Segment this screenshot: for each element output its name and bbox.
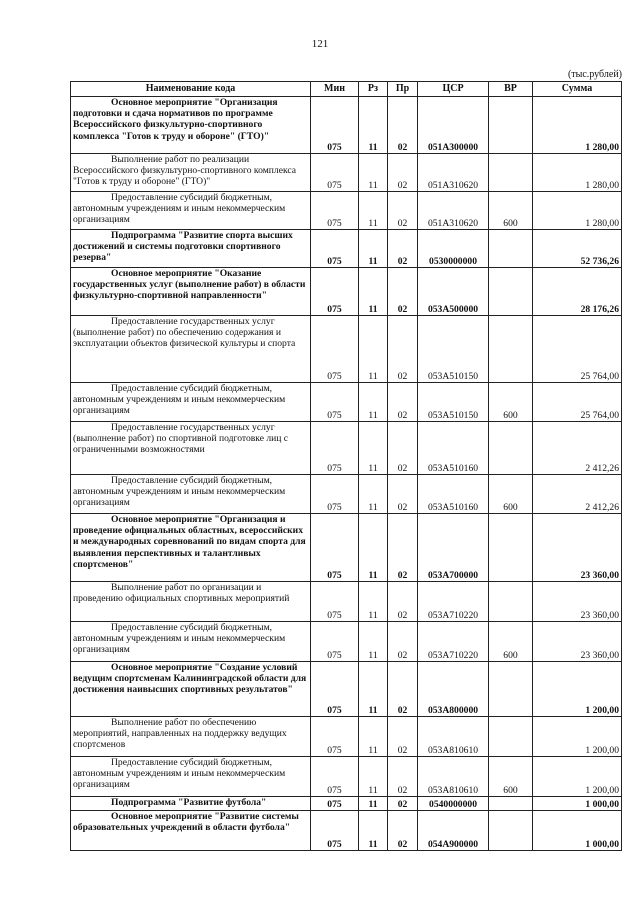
row-pr: 02	[388, 230, 418, 268]
row-min: 075	[311, 154, 359, 192]
row-csr: 051А310620	[418, 192, 489, 230]
row-pr: 02	[388, 422, 418, 475]
row-rz: 11	[359, 662, 388, 717]
row-name: Предоставление субсидий бюджетным, автономным учреждениям и иным некоммерческим организациям	[71, 383, 311, 422]
table-row	[71, 622, 622, 662]
row-rz: 11	[359, 383, 388, 422]
row-sum: 1 280,00	[533, 192, 622, 230]
row-min: 075	[311, 662, 359, 717]
table-body	[71, 97, 622, 851]
row-pr: 02	[388, 717, 418, 757]
row-pr: 02	[388, 662, 418, 717]
row-min: 075	[311, 383, 359, 422]
row-sum: 25 764,00	[533, 383, 622, 422]
row-vr	[489, 662, 533, 717]
row-min: 075	[311, 514, 359, 582]
row-min: 075	[311, 268, 359, 316]
row-csr: 053А810610	[418, 717, 489, 757]
row-csr: 053А810610	[418, 757, 489, 797]
row-sum: 2 412,26	[533, 475, 622, 514]
row-vr: 600	[489, 475, 533, 514]
table-row	[71, 662, 622, 717]
row-name: Основное мероприятие "Развитие системы образовательных учреждений в области футбола"	[71, 811, 311, 851]
row-min: 075	[311, 582, 359, 622]
table-row	[71, 717, 622, 757]
row-vr	[489, 422, 533, 475]
table-row	[71, 811, 622, 851]
row-csr: 053А500000	[418, 268, 489, 316]
table-row	[71, 97, 622, 154]
row-vr	[489, 154, 533, 192]
row-pr: 02	[388, 514, 418, 582]
row-csr: 053А700000	[418, 514, 489, 582]
header-rz: Рз	[359, 82, 388, 97]
row-rz: 11	[359, 582, 388, 622]
table-row	[71, 154, 622, 192]
row-name: Предоставление субсидий бюджетным, автономным учреждениям и иным некоммерческим организациям	[71, 475, 311, 514]
row-name: Основное мероприятие "Оказание государственных услуг (выполнение работ) в области физкультурно-спортивной направленности"	[71, 268, 311, 316]
row-sum: 23 360,00	[533, 622, 622, 662]
row-vr	[489, 811, 533, 851]
page-number: 121	[311, 38, 329, 50]
row-sum: 1 280,00	[533, 97, 622, 154]
row-sum: 23 360,00	[533, 514, 622, 582]
row-rz: 11	[359, 230, 388, 268]
row-sum: 1 000,00	[533, 811, 622, 851]
row-rz: 11	[359, 192, 388, 230]
row-rz: 11	[359, 422, 388, 475]
row-pr: 02	[388, 97, 418, 154]
table-row	[71, 514, 622, 582]
row-rz: 11	[359, 268, 388, 316]
row-pr: 02	[388, 316, 418, 383]
row-pr: 02	[388, 383, 418, 422]
row-sum: 1 200,00	[533, 757, 622, 797]
row-sum: 1 280,00	[533, 154, 622, 192]
row-rz: 11	[359, 757, 388, 797]
row-csr: 0540000000	[418, 797, 489, 811]
row-name: Предоставление государственных услуг (выполнение работ) по обеспечению содержания и эксплуатации объектов физической культуры и спорта	[71, 316, 311, 383]
row-csr: 053А510160	[418, 422, 489, 475]
row-min: 075	[311, 811, 359, 851]
row-vr	[489, 797, 533, 811]
header-min: Мин	[311, 82, 359, 97]
row-csr: 051А300000	[418, 97, 489, 154]
row-min: 075	[311, 622, 359, 662]
row-pr: 02	[388, 192, 418, 230]
table-row	[71, 757, 622, 797]
table-row	[71, 230, 622, 268]
row-name: Подпрограмма "Развитие футбола"	[71, 797, 311, 811]
row-sum: 1 200,00	[533, 717, 622, 757]
row-sum: 1 000,00	[533, 797, 622, 811]
row-rz: 11	[359, 811, 388, 851]
row-sum: 1 200,00	[533, 662, 622, 717]
row-rz: 11	[359, 514, 388, 582]
row-sum: 28 176,26	[533, 268, 622, 316]
row-name: Предоставление субсидий бюджетным, автономным учреждениям и иным некоммерческим организациям	[71, 622, 311, 662]
row-vr: 600	[489, 757, 533, 797]
row-min: 075	[311, 422, 359, 475]
header-sum: Сумма	[533, 82, 622, 97]
row-vr	[489, 268, 533, 316]
row-vr	[489, 316, 533, 383]
row-name: Выполнение работ по организации и проведению официальных спортивных мероприятий	[71, 582, 311, 622]
table-row	[71, 422, 622, 475]
row-min: 075	[311, 475, 359, 514]
row-rz: 11	[359, 622, 388, 662]
row-name: Предоставление государственных услуг (выполнение работ) по спортивной подготовке лиц с ограниченными возможностями	[71, 422, 311, 475]
row-pr: 02	[388, 582, 418, 622]
row-name: Подпрограмма "Развитие спорта высших достижений и системы подготовки спортивного резерва"	[71, 230, 311, 268]
row-rz: 11	[359, 97, 388, 154]
row-pr: 02	[388, 475, 418, 514]
header-pr: Пр	[388, 82, 418, 97]
row-pr: 02	[388, 268, 418, 316]
row-csr: 053А510150	[418, 316, 489, 383]
row-vr	[489, 717, 533, 757]
row-csr: 0530000000	[418, 230, 489, 268]
table-row	[71, 797, 622, 811]
row-name: Основное мероприятие "Организация подготовки и сдача нормативов по программе Всероссийского физкультурно-спортивного комплекса "Готов к труду и обороне" (ГТО)"	[71, 97, 311, 154]
header-vr: ВР	[489, 82, 533, 97]
row-vr: 600	[489, 383, 533, 422]
table-row	[71, 268, 622, 316]
row-sum: 2 412,26	[533, 422, 622, 475]
budget-table	[70, 81, 622, 851]
row-csr: 053А710220	[418, 622, 489, 662]
row-min: 075	[311, 316, 359, 383]
row-pr: 02	[388, 622, 418, 662]
row-csr: 051А310620	[418, 154, 489, 192]
row-rz: 11	[359, 154, 388, 192]
row-csr: 053А510160	[418, 475, 489, 514]
row-vr	[489, 582, 533, 622]
row-min: 075	[311, 797, 359, 811]
row-name: Выполнение работ по реализации Всероссийского физкультурно-спортивного комплекса "Готов к труду и обороне" (ГТО)"	[71, 154, 311, 192]
row-rz: 11	[359, 475, 388, 514]
row-rz: 11	[359, 797, 388, 811]
row-sum: 52 736,26	[533, 230, 622, 268]
table-row	[71, 192, 622, 230]
row-csr: 053А710220	[418, 582, 489, 622]
table-row	[71, 316, 622, 383]
row-sum: 23 360,00	[533, 582, 622, 622]
row-min: 075	[311, 192, 359, 230]
row-pr: 02	[388, 154, 418, 192]
header-csr: ЦСР	[418, 82, 489, 97]
row-vr	[489, 97, 533, 154]
row-rz: 11	[359, 316, 388, 383]
row-sum: 25 764,00	[533, 316, 622, 383]
row-pr: 02	[388, 757, 418, 797]
row-min: 075	[311, 230, 359, 268]
row-vr: 600	[489, 622, 533, 662]
row-min: 075	[311, 717, 359, 757]
row-min: 075	[311, 757, 359, 797]
table-row	[71, 582, 622, 622]
row-min: 075	[311, 97, 359, 154]
row-vr	[489, 514, 533, 582]
table-header-row	[71, 82, 622, 97]
row-name: Основное мероприятие "Создание условий ведущим спортсменам Калининградской области для достижения наивысших спортивных результатов"	[71, 662, 311, 717]
header-name: Наименование кода	[71, 82, 311, 97]
row-pr: 02	[388, 797, 418, 811]
row-vr: 600	[489, 192, 533, 230]
row-rz: 11	[359, 717, 388, 757]
row-csr: 053А510150	[418, 383, 489, 422]
row-name: Выполнение работ по обеспечению мероприятий, направленных на поддержку ведущих спортсменов	[71, 717, 311, 757]
row-csr: 054А900000	[418, 811, 489, 851]
table-row	[71, 383, 622, 422]
units-label: (тыс.рублей)	[567, 69, 622, 80]
table-row	[71, 475, 622, 514]
row-pr: 02	[388, 811, 418, 851]
row-vr	[489, 230, 533, 268]
row-name: Предоставление субсидий бюджетным, автономным учреждениям и иным некоммерческим организациям	[71, 192, 311, 230]
row-name: Основное мероприятие "Организация и проведение официальных областных, всероссийских и международных соревнований по видам спорта для выявления перспективных и талантливых спортсменов"	[71, 514, 311, 582]
row-name: Предоставление субсидий бюджетным, автономным учреждениям и иным некоммерческим организациям	[71, 757, 311, 797]
row-csr: 053А800000	[418, 662, 489, 717]
